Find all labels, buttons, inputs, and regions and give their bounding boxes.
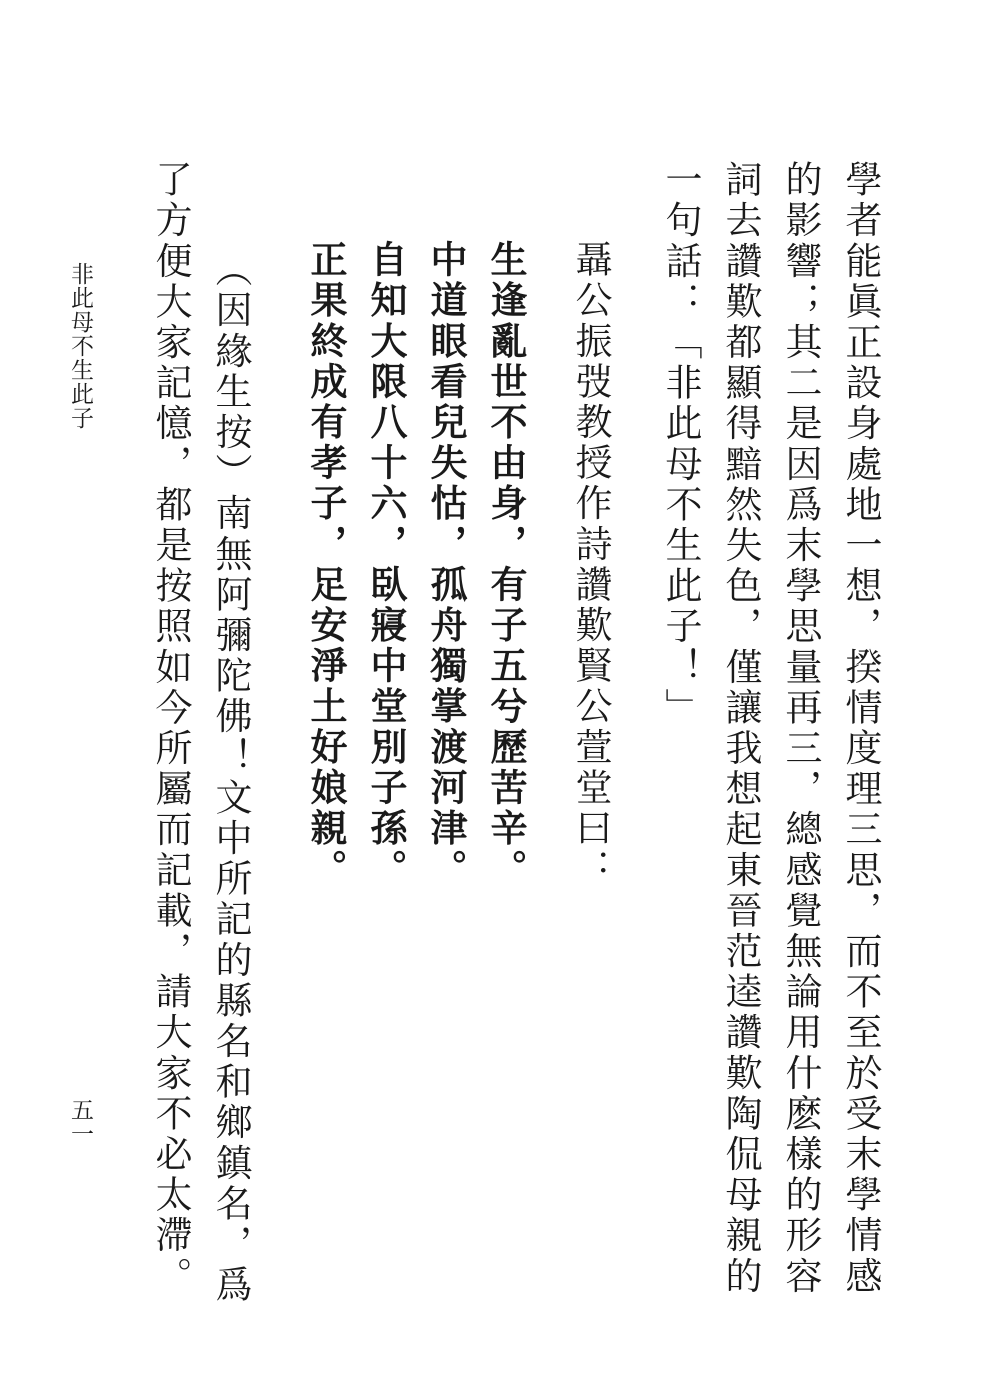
poem-line: 正果終成有孝子，足安淨土好娘親。 — [304, 240, 347, 890]
poem-line: 生逢亂世不由身，有子五兮歷苦辛。 — [484, 240, 527, 890]
text-column: 的影響；其二是因爲末學思量再三，總感覺無論用什麽樣的形容 — [779, 160, 822, 1297]
poem-line: 中道眼看兒失怙，孤舟獨掌渡河津。 — [424, 240, 467, 890]
text-column: 一句話：「非此母不生此子！」 — [659, 160, 702, 729]
note-column: （因緣生按）南無阿彌陀佛！文中所記的縣名和鄉鎮名，爲 — [209, 250, 252, 1306]
page-number: 五一 — [67, 1098, 93, 1146]
running-head: 非此母不生此子 — [67, 262, 93, 430]
poem-intro: 聶公振弢教授作詩讚歎賢公萱堂曰： — [569, 240, 612, 890]
poem-line: 自知大限八十六，臥寢中堂別子孫。 — [364, 240, 407, 890]
text-column: 學者能眞正設身處地一想，揆情度理三思，而不至於受末學情感 — [839, 160, 882, 1297]
note-column: 了方便大家記憶，都是按照如今所屬而記載，請大家不必太滯。 — [149, 160, 192, 1297]
text-column: 詞去讚歎都顯得黯然失色，僅讓我想起東晉范逵讚歎陶侃母親的 — [719, 160, 762, 1297]
